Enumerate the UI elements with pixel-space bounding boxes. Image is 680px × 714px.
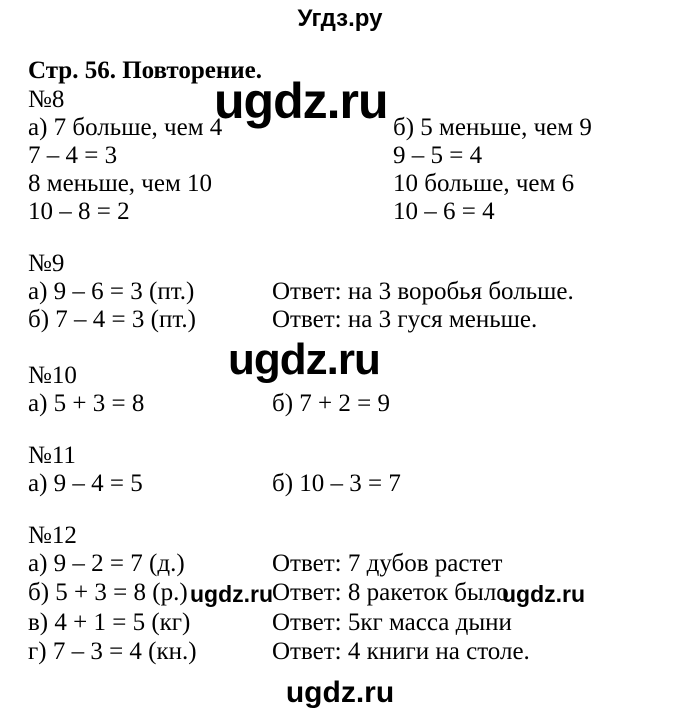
task-11-row-0-right: б) 10 – 3 = 7 — [272, 470, 401, 497]
task-8-row-3-right: 10 – 6 = 4 — [393, 198, 495, 225]
task-8-row-2-left: 8 меньше, чем 10 — [28, 170, 213, 197]
task-9-row-1-left: б) 7 – 4 = 3 (пт.) — [28, 306, 196, 333]
page-title: Стр. 56. Повторение. — [28, 57, 263, 84]
watermark-small-1: ugdz.ru — [190, 581, 274, 607]
watermark-small-2: ugdz.ru — [502, 581, 586, 607]
task-9-row-1-right: Ответ: на 3 гуся меньше. — [272, 306, 538, 333]
task-12-row-1-right: Ответ: 8 ракеток было — [272, 579, 509, 606]
footer-site-mark: ugdz.ru — [285, 676, 395, 709]
task-8-row-1-right: 9 – 5 = 4 — [393, 142, 483, 169]
task-12-row-0-right: Ответ: 7 дубов растет — [272, 550, 503, 577]
task-8-row-0-left: а) 7 больше, чем 4 — [28, 114, 223, 141]
task-12-row-2-left: в) 4 + 1 = 5 (кг) — [28, 609, 191, 636]
task-9-label: №9 — [28, 250, 65, 277]
task-12-row-3-left: г) 7 – 3 = 4 (кн.) — [28, 638, 197, 665]
watermark-large-1: ugdz.ru — [214, 73, 388, 129]
task-8-row-1-left: 7 – 4 = 3 — [28, 142, 118, 169]
task-12-row-2-right: Ответ: 5кг масса дыни — [272, 609, 512, 636]
task-12-label: №12 — [28, 522, 77, 549]
task-12-row-1-left: б) 5 + 3 = 8 (р.) — [28, 579, 188, 606]
site-logo-header: Угдз.ру — [297, 5, 383, 32]
task-8-row-3-left: 10 – 8 = 2 — [28, 198, 130, 225]
task-9-row-0-right: Ответ: на 3 воробья больше. — [272, 278, 574, 305]
task-8-row-2-right: 10 больше, чем 6 — [393, 170, 575, 197]
task-10-label: №10 — [28, 362, 77, 389]
task-10-row-0-right: б) 7 + 2 = 9 — [272, 390, 390, 417]
task-11-row-0-left: а) 9 – 4 = 5 — [28, 470, 143, 497]
task-10-row-0-left: а) 5 + 3 = 8 — [28, 390, 145, 417]
task-9-row-0-left: а) 9 – 6 = 3 (пт.) — [28, 278, 195, 305]
task-8-label: №8 — [28, 86, 65, 113]
task-8-row-0-right: б) 5 меньше, чем 9 — [393, 114, 592, 141]
task-12-row-3-right: Ответ: 4 книги на столе. — [272, 638, 530, 665]
watermark-large-2: ugdz.ru — [228, 335, 380, 384]
task-12-row-0-left: а) 9 – 2 = 7 (д.) — [28, 550, 185, 577]
task-11-label: №11 — [28, 442, 76, 469]
